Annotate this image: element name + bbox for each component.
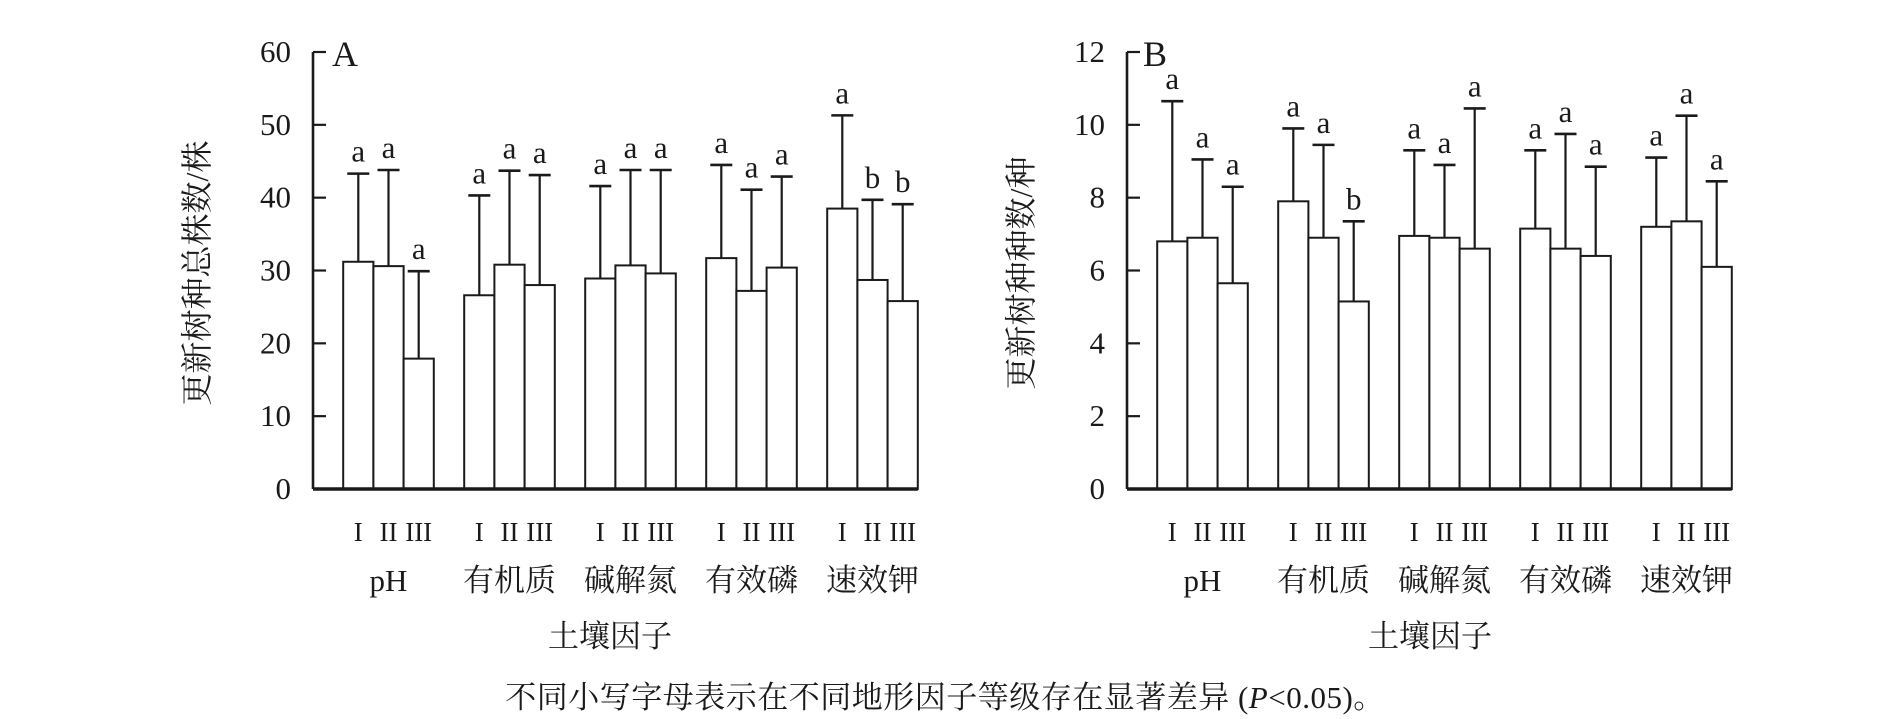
category-label: pH — [1183, 563, 1222, 598]
bar — [1702, 267, 1732, 489]
y-tick-label: 30 — [260, 252, 291, 288]
significance-letter: a — [835, 75, 850, 111]
bar — [615, 265, 645, 489]
bar — [1581, 256, 1611, 489]
figure-caption — [0, 672, 1890, 717]
x-tick-label: I — [474, 517, 484, 547]
category-label: 有效磷 — [1519, 563, 1612, 598]
bar — [1520, 229, 1550, 489]
bar — [373, 266, 403, 489]
bar — [1187, 238, 1217, 489]
y-tick-label: 0 — [275, 471, 291, 506]
significance-letter: a — [623, 129, 638, 165]
significance-letter: a — [1437, 124, 1452, 160]
panel-letter: A — [332, 34, 358, 74]
y-tick-label: 8 — [1089, 179, 1105, 215]
x-axis-title: 土壤因子 — [548, 619, 672, 654]
bar — [1429, 238, 1459, 489]
bar — [1641, 227, 1671, 489]
x-axis-title: 土壤因子 — [1368, 619, 1492, 654]
significance-letter: a — [1286, 88, 1301, 124]
significance-letter: a — [502, 130, 517, 166]
significance-letter: a — [1195, 119, 1210, 155]
x-tick-label: I — [716, 517, 726, 547]
significance-letter: a — [1467, 68, 1482, 104]
significance-letter: a — [1709, 141, 1724, 177]
x-tick-label: III — [1703, 517, 1731, 547]
bar — [585, 279, 615, 489]
x-tick-label: II — [1193, 517, 1212, 547]
bar — [827, 209, 857, 489]
bar — [767, 268, 797, 489]
bar — [1550, 249, 1580, 489]
x-tick-label: III — [526, 517, 554, 547]
significance-letter: b — [894, 164, 911, 200]
x-tick-label: I — [353, 517, 363, 547]
y-axis-title: 更新树种种数/种 — [1003, 156, 1039, 390]
category-label: 碱解氮 — [1398, 563, 1491, 598]
significance-letter: a — [653, 129, 668, 165]
bar — [857, 280, 887, 489]
y-tick-label: 40 — [260, 179, 291, 215]
x-tick-label: II — [863, 517, 882, 547]
bar — [1399, 236, 1429, 489]
category-label: 有机质 — [463, 563, 556, 598]
significance-letter: a — [472, 155, 487, 191]
x-tick-label: III — [1340, 517, 1368, 547]
bar — [404, 359, 434, 489]
category-label: 有机质 — [1277, 563, 1370, 598]
y-tick-label: 50 — [260, 106, 291, 142]
category-label: 有效磷 — [705, 563, 798, 598]
bar — [736, 291, 766, 489]
x-tick-label: II — [621, 517, 640, 547]
x-tick-label: I — [837, 517, 847, 547]
bar — [646, 273, 676, 489]
caption-p-symbol: P — [1248, 680, 1269, 715]
x-tick-label: III — [768, 517, 796, 547]
y-tick-label: 20 — [260, 325, 291, 361]
bar — [1460, 249, 1490, 489]
significance-letter: a — [744, 149, 759, 185]
y-tick-label: 60 — [260, 34, 291, 69]
x-tick-label: II — [1556, 517, 1575, 547]
x-tick-label: I — [1530, 517, 1540, 547]
y-tick-label: 10 — [260, 398, 291, 434]
x-tick-label: II — [379, 517, 398, 547]
bar — [1308, 238, 1338, 489]
x-tick-label: I — [1288, 517, 1298, 547]
x-tick-label: II — [1435, 517, 1454, 547]
significance-letter: a — [1316, 104, 1331, 140]
bar — [888, 301, 918, 489]
y-tick-label: 4 — [1089, 325, 1105, 361]
caption-text-before: 不同小写字母表示在不同地形因子等级存在显著差异 ( — [505, 680, 1249, 715]
y-tick-label: 2 — [1089, 398, 1105, 434]
bar — [1671, 221, 1701, 489]
significance-letter: b — [864, 159, 881, 195]
significance-letter: a — [1165, 61, 1180, 97]
y-tick-label: 6 — [1089, 252, 1105, 288]
category-label: 速效钾 — [826, 563, 919, 598]
bar — [1278, 201, 1308, 489]
significance-letter: a — [381, 129, 396, 165]
category-label: pH — [369, 563, 408, 598]
bar — [1339, 301, 1369, 489]
x-tick-label: III — [889, 517, 917, 547]
y-tick-label: 12 — [1074, 34, 1105, 69]
bar — [1218, 283, 1248, 489]
significance-letter: a — [1679, 75, 1694, 111]
significance-letter: a — [1407, 110, 1422, 146]
x-tick-label: I — [1651, 517, 1661, 547]
y-axis-title: 更新树种总株数/株 — [179, 140, 215, 406]
bar — [343, 262, 373, 489]
significance-letter: a — [1225, 146, 1240, 182]
significance-letter: a — [532, 135, 547, 171]
significance-letter: a — [593, 146, 608, 182]
x-tick-label: III — [1461, 517, 1489, 547]
bar — [525, 285, 555, 489]
x-tick-label: III — [1219, 517, 1247, 547]
significance-letter: a — [1528, 110, 1543, 146]
x-tick-label: II — [742, 517, 761, 547]
x-tick-label: II — [1677, 517, 1696, 547]
y-tick-label: 10 — [1074, 106, 1105, 142]
significance-letter: b — [1345, 181, 1362, 217]
bar — [706, 258, 736, 489]
caption-text-after: <0.05)。 — [1268, 680, 1385, 715]
significance-letter: a — [411, 231, 426, 267]
x-tick-label: I — [1409, 517, 1419, 547]
significance-letter: a — [1588, 126, 1603, 162]
bar — [494, 265, 524, 489]
significance-letter: a — [1649, 117, 1664, 153]
significance-letter: a — [1558, 93, 1573, 129]
x-tick-label: I — [595, 517, 605, 547]
category-label: 碱解氮 — [584, 563, 677, 598]
panel-letter: B — [1142, 34, 1168, 74]
y-tick-label: 0 — [1089, 471, 1105, 506]
x-tick-label: III — [405, 517, 433, 547]
x-tick-label: I — [1167, 517, 1177, 547]
x-tick-label: III — [1582, 517, 1610, 547]
significance-letter: a — [774, 136, 789, 172]
x-tick-label: III — [647, 517, 675, 547]
significance-letter: a — [714, 124, 729, 160]
significance-letter: a — [351, 133, 366, 169]
bar — [1157, 241, 1187, 489]
x-tick-label: II — [1314, 517, 1333, 547]
category-label: 速效钾 — [1640, 563, 1733, 598]
bar — [464, 295, 494, 489]
x-tick-label: II — [500, 517, 519, 547]
